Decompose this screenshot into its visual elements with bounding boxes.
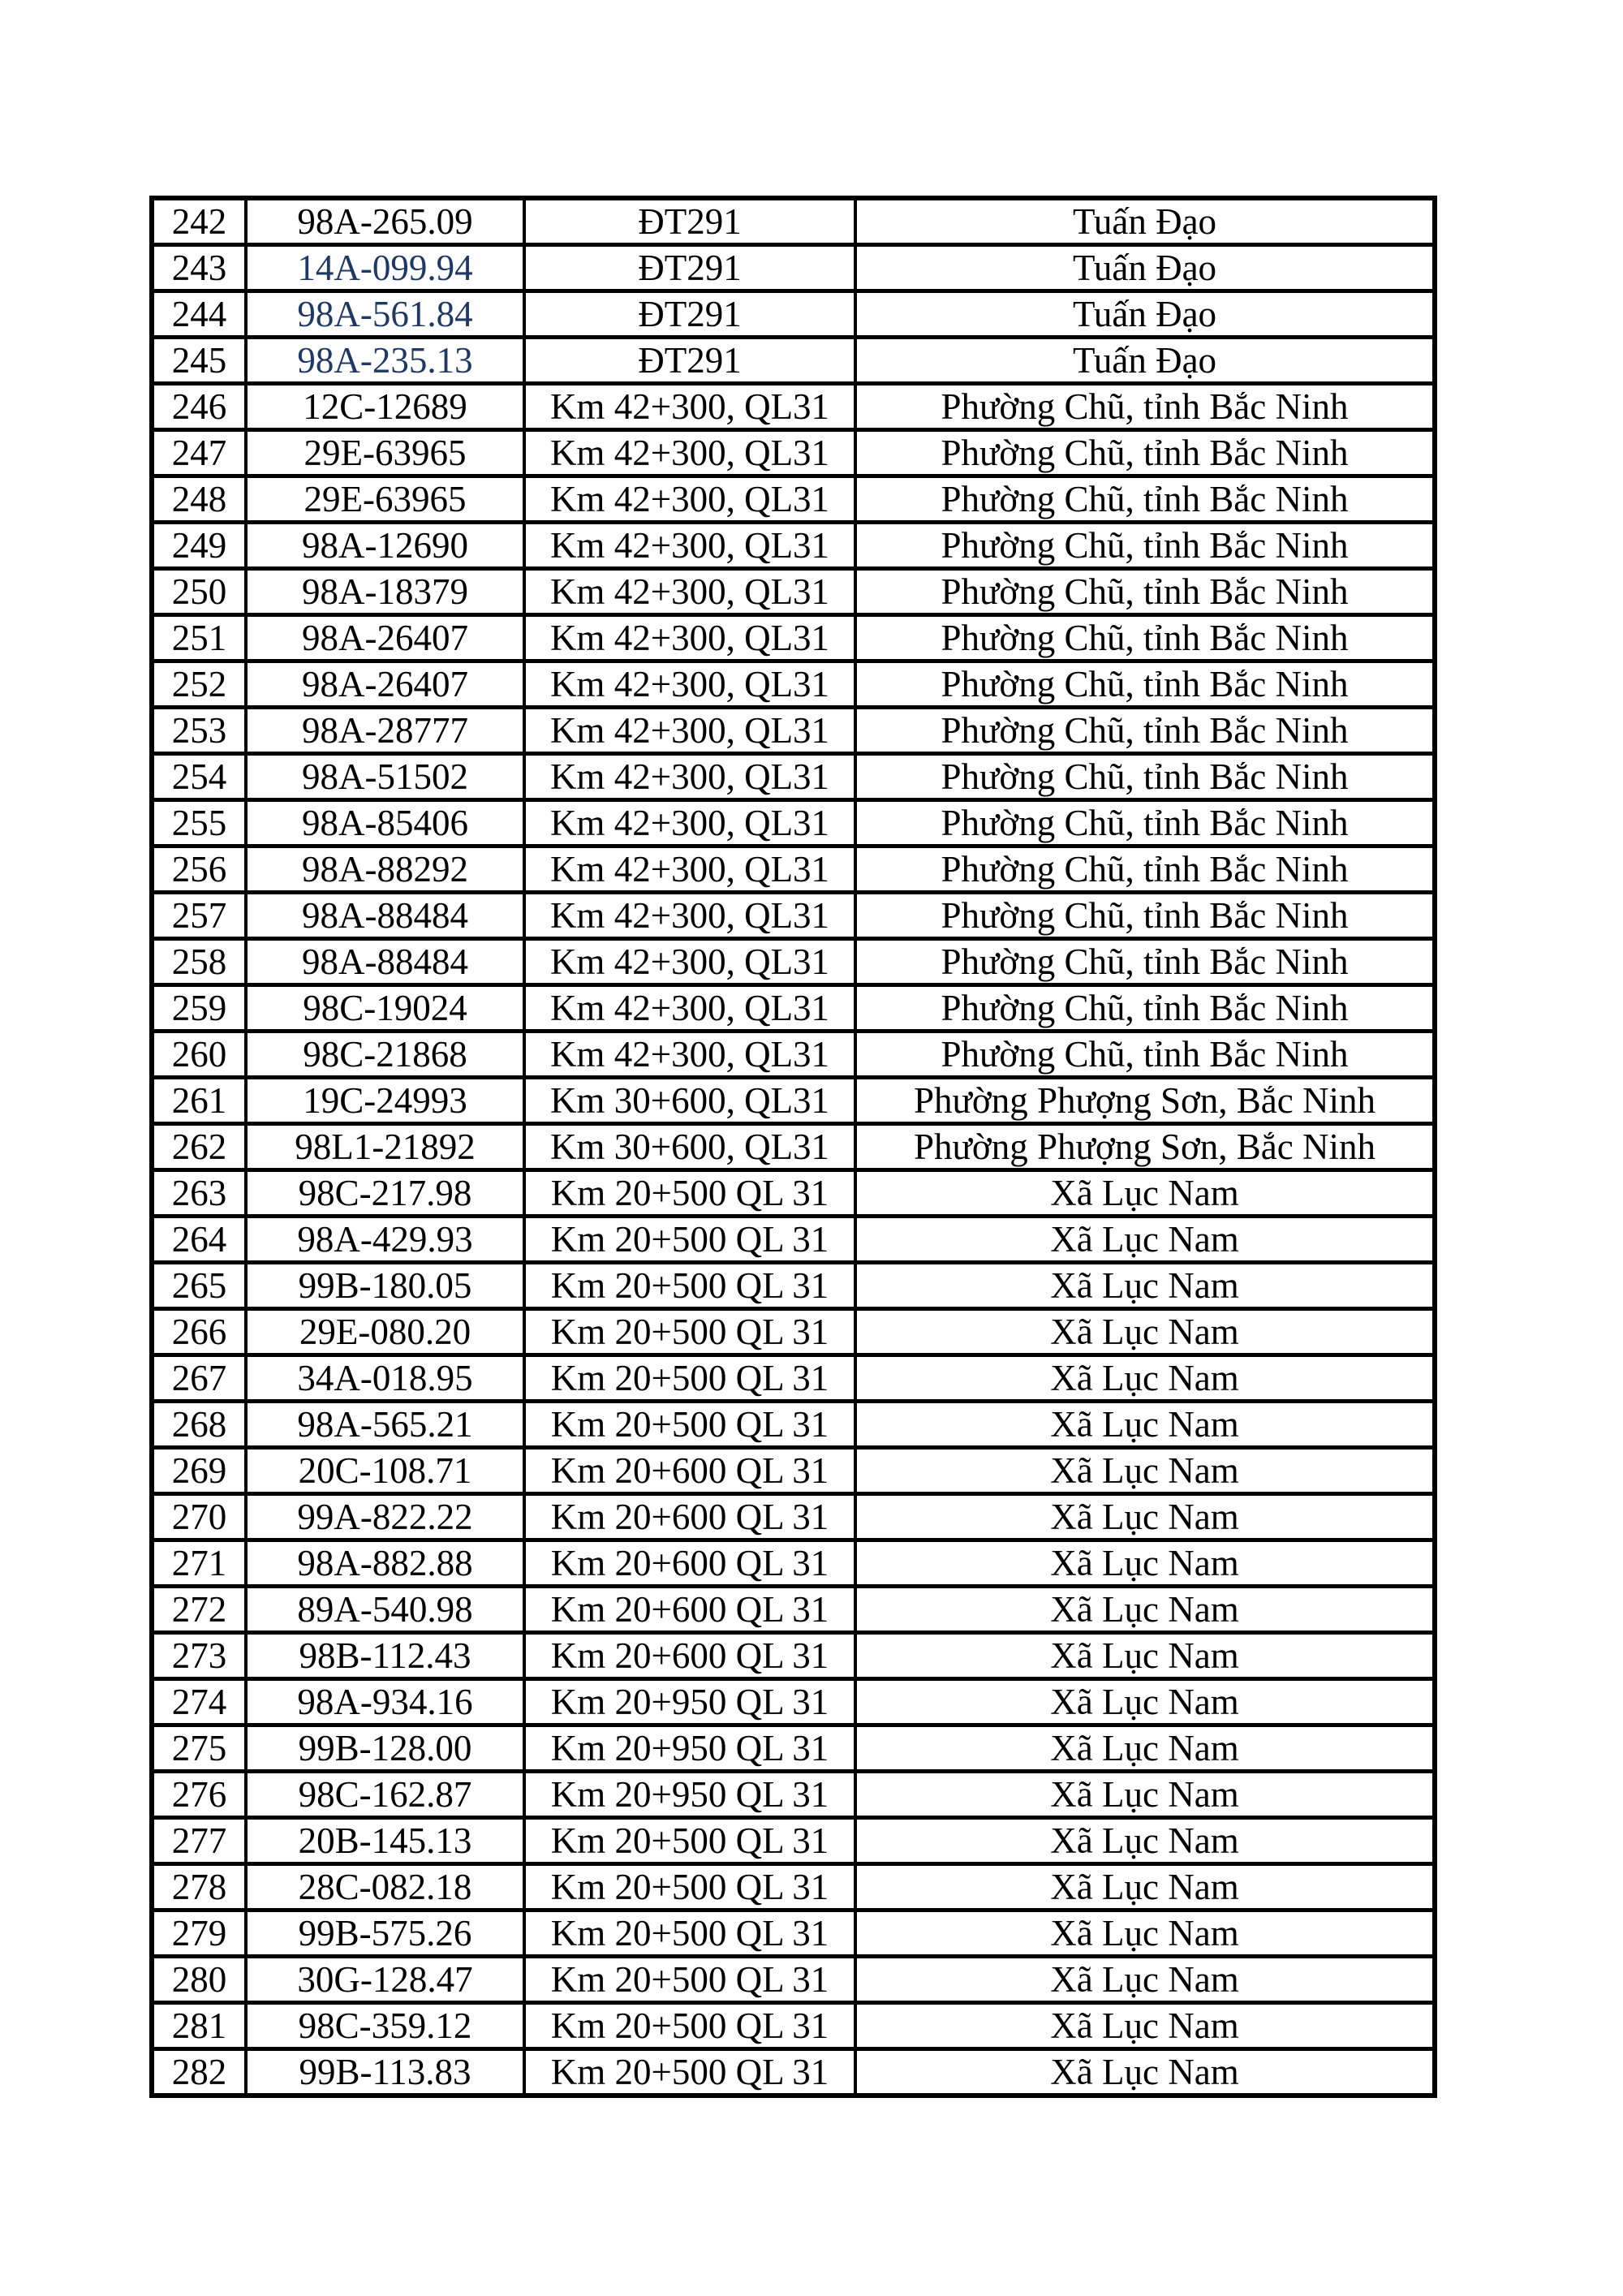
cell-plate: 89A-540.98 bbox=[246, 1587, 524, 1633]
cell-plate: 20C-108.71 bbox=[246, 1448, 524, 1494]
cell-place: Xã Lục Nam bbox=[855, 2049, 1435, 2096]
cell-location: Km 20+950 QL 31 bbox=[524, 1725, 855, 1772]
table-row bbox=[152, 198, 1435, 245]
cell-stt: 277 bbox=[152, 1818, 246, 1864]
cell-plate: 98A-88484 bbox=[246, 939, 524, 985]
cell-plate: 34A-018.95 bbox=[246, 1355, 524, 1402]
table-row bbox=[152, 1355, 1435, 1402]
cell-place: Phường Chũ, tỉnh Bắc Ninh bbox=[855, 754, 1435, 800]
cell-stt: 243 bbox=[152, 245, 246, 291]
cell-stt: 281 bbox=[152, 2003, 246, 2049]
table-row bbox=[152, 1494, 1435, 1540]
cell-place: Xã Lục Nam bbox=[855, 1910, 1435, 1957]
cell-place: Tuấn Đạo bbox=[855, 198, 1435, 245]
cell-stt: 273 bbox=[152, 1633, 246, 1679]
cell-place: Xã Lục Nam bbox=[855, 1263, 1435, 1309]
cell-stt: 247 bbox=[152, 430, 246, 476]
cell-place: Phường Chũ, tỉnh Bắc Ninh bbox=[855, 661, 1435, 708]
cell-place: Xã Lục Nam bbox=[855, 1355, 1435, 1402]
cell-location: Km 30+600, QL31 bbox=[524, 1078, 855, 1124]
cell-location: Km 20+950 QL 31 bbox=[524, 1679, 855, 1725]
cell-stt: 274 bbox=[152, 1679, 246, 1725]
cell-place: Xã Lục Nam bbox=[855, 1818, 1435, 1864]
cell-place: Xã Lục Nam bbox=[855, 1540, 1435, 1587]
cell-location: Km 42+300, QL31 bbox=[524, 384, 855, 430]
cell-place: Xã Lục Nam bbox=[855, 1170, 1435, 1217]
cell-location: ĐT291 bbox=[524, 198, 855, 245]
table-row bbox=[152, 523, 1435, 569]
table-row bbox=[152, 1957, 1435, 2003]
table-row bbox=[152, 661, 1435, 708]
cell-plate: 98C-359.12 bbox=[246, 2003, 524, 2049]
cell-plate: 98C-217.98 bbox=[246, 1170, 524, 1217]
cell-place: Phường Chũ, tỉnh Bắc Ninh bbox=[855, 523, 1435, 569]
cell-location: Km 42+300, QL31 bbox=[524, 985, 855, 1032]
cell-stt: 254 bbox=[152, 754, 246, 800]
cell-location: ĐT291 bbox=[524, 245, 855, 291]
cell-place: Xã Lục Nam bbox=[855, 1725, 1435, 1772]
cell-plate: 99A-822.22 bbox=[246, 1494, 524, 1540]
cell-location: Km 42+300, QL31 bbox=[524, 430, 855, 476]
cell-plate: 98A-18379 bbox=[246, 569, 524, 615]
cell-plate: 98A-265.09 bbox=[246, 198, 524, 245]
table-row bbox=[152, 476, 1435, 523]
cell-stt: 251 bbox=[152, 615, 246, 661]
table-row bbox=[152, 1818, 1435, 1864]
table-row bbox=[152, 615, 1435, 661]
cell-stt: 264 bbox=[152, 1217, 246, 1263]
cell-stt: 246 bbox=[152, 384, 246, 430]
cell-stt: 256 bbox=[152, 846, 246, 893]
cell-stt: 280 bbox=[152, 1957, 246, 2003]
cell-location: Km 42+300, QL31 bbox=[524, 476, 855, 523]
cell-place: Phường Chũ, tỉnh Bắc Ninh bbox=[855, 985, 1435, 1032]
table-row bbox=[152, 1402, 1435, 1448]
cell-place: Xã Lục Nam bbox=[855, 1864, 1435, 1910]
table-row bbox=[152, 1448, 1435, 1494]
cell-place: Xã Lục Nam bbox=[855, 1772, 1435, 1818]
cell-plate: 98A-235.13 bbox=[246, 338, 524, 384]
cell-plate: 98A-28777 bbox=[246, 708, 524, 754]
cell-stt: 245 bbox=[152, 338, 246, 384]
cell-plate: 29E-080.20 bbox=[246, 1309, 524, 1355]
cell-place: Xã Lục Nam bbox=[855, 1957, 1435, 2003]
cell-location: ĐT291 bbox=[524, 291, 855, 338]
cell-place: Xã Lục Nam bbox=[855, 1402, 1435, 1448]
table-row bbox=[152, 1679, 1435, 1725]
table-row bbox=[152, 384, 1435, 430]
cell-plate: 19C-24993 bbox=[246, 1078, 524, 1124]
cell-stt: 276 bbox=[152, 1772, 246, 1818]
table-body bbox=[152, 198, 1435, 2096]
cell-location: Km 20+500 QL 31 bbox=[524, 1355, 855, 1402]
cell-place: Phường Chũ, tỉnh Bắc Ninh bbox=[855, 384, 1435, 430]
cell-stt: 270 bbox=[152, 1494, 246, 1540]
table-row bbox=[152, 1540, 1435, 1587]
cell-location: Km 20+500 QL 31 bbox=[524, 1217, 855, 1263]
cell-plate: 98A-565.21 bbox=[246, 1402, 524, 1448]
table-row bbox=[152, 708, 1435, 754]
cell-stt: 262 bbox=[152, 1124, 246, 1170]
cell-place: Xã Lục Nam bbox=[855, 1217, 1435, 1263]
cell-plate: 99B-128.00 bbox=[246, 1725, 524, 1772]
table-row bbox=[152, 2003, 1435, 2049]
cell-stt: 257 bbox=[152, 893, 246, 939]
table-row bbox=[152, 1124, 1435, 1170]
cell-stt: 278 bbox=[152, 1864, 246, 1910]
cell-location: Km 20+500 QL 31 bbox=[524, 1402, 855, 1448]
cell-place: Phường Chũ, tỉnh Bắc Ninh bbox=[855, 939, 1435, 985]
table-row bbox=[152, 1725, 1435, 1772]
cell-location: Km 20+500 QL 31 bbox=[524, 1957, 855, 2003]
cell-plate: 98A-12690 bbox=[246, 523, 524, 569]
cell-plate: 98A-88292 bbox=[246, 846, 524, 893]
cell-plate: 99B-575.26 bbox=[246, 1910, 524, 1957]
cell-place: Phường Chũ, tỉnh Bắc Ninh bbox=[855, 615, 1435, 661]
cell-stt: 250 bbox=[152, 569, 246, 615]
cell-place: Phường Chũ, tỉnh Bắc Ninh bbox=[855, 430, 1435, 476]
table-row bbox=[152, 1170, 1435, 1217]
table-row bbox=[152, 1864, 1435, 1910]
table-row bbox=[152, 1633, 1435, 1679]
table-row bbox=[152, 338, 1435, 384]
cell-location: Km 42+300, QL31 bbox=[524, 939, 855, 985]
cell-place: Xã Lục Nam bbox=[855, 1679, 1435, 1725]
cell-location: Km 20+500 QL 31 bbox=[524, 1910, 855, 1957]
cell-plate: 98B-112.43 bbox=[246, 1633, 524, 1679]
cell-plate: 29E-63965 bbox=[246, 430, 524, 476]
table-row bbox=[152, 846, 1435, 893]
cell-plate: 98A-26407 bbox=[246, 661, 524, 708]
cell-location: Km 42+300, QL31 bbox=[524, 569, 855, 615]
cell-place: Xã Lục Nam bbox=[855, 2003, 1435, 2049]
table-row bbox=[152, 1309, 1435, 1355]
table-row bbox=[152, 754, 1435, 800]
cell-stt: 279 bbox=[152, 1910, 246, 1957]
table-row bbox=[152, 1772, 1435, 1818]
cell-plate: 29E-63965 bbox=[246, 476, 524, 523]
cell-location: Km 42+300, QL31 bbox=[524, 708, 855, 754]
cell-location: Km 20+500 QL 31 bbox=[524, 1864, 855, 1910]
cell-location: Km 20+500 QL 31 bbox=[524, 1170, 855, 1217]
cell-place: Phường Chũ, tỉnh Bắc Ninh bbox=[855, 476, 1435, 523]
table-row bbox=[152, 1032, 1435, 1078]
table-row bbox=[152, 2049, 1435, 2096]
cell-place: Xã Lục Nam bbox=[855, 1309, 1435, 1355]
cell-stt: 261 bbox=[152, 1078, 246, 1124]
cell-place: Phường Chũ, tỉnh Bắc Ninh bbox=[855, 800, 1435, 846]
cell-location: Km 30+600, QL31 bbox=[524, 1124, 855, 1170]
cell-plate: 98A-934.16 bbox=[246, 1679, 524, 1725]
cell-location: Km 42+300, QL31 bbox=[524, 523, 855, 569]
cell-location: Km 20+500 QL 31 bbox=[524, 2049, 855, 2096]
cell-place: Phường Chũ, tỉnh Bắc Ninh bbox=[855, 569, 1435, 615]
cell-stt: 249 bbox=[152, 523, 246, 569]
table-row bbox=[152, 800, 1435, 846]
cell-location: ĐT291 bbox=[524, 338, 855, 384]
cell-location: Km 42+300, QL31 bbox=[524, 893, 855, 939]
cell-plate: 98A-429.93 bbox=[246, 1217, 524, 1263]
cell-stt: 244 bbox=[152, 291, 246, 338]
table-row bbox=[152, 569, 1435, 615]
cell-plate: 30G-128.47 bbox=[246, 1957, 524, 2003]
cell-stt: 255 bbox=[152, 800, 246, 846]
cell-plate: 99B-113.83 bbox=[246, 2049, 524, 2096]
cell-plate: 14A-099.94 bbox=[246, 245, 524, 291]
cell-stt: 263 bbox=[152, 1170, 246, 1217]
cell-plate: 20B-145.13 bbox=[246, 1818, 524, 1864]
cell-place: Phường Phượng Sơn, Bắc Ninh bbox=[855, 1124, 1435, 1170]
cell-plate: 98A-51502 bbox=[246, 754, 524, 800]
cell-stt: 282 bbox=[152, 2049, 246, 2096]
cell-place: Tuấn Đạo bbox=[855, 245, 1435, 291]
cell-stt: 267 bbox=[152, 1355, 246, 1402]
cell-plate: 12C-12689 bbox=[246, 384, 524, 430]
cell-location: Km 20+500 QL 31 bbox=[524, 1818, 855, 1864]
cell-stt: 258 bbox=[152, 939, 246, 985]
cell-location: Km 42+300, QL31 bbox=[524, 1032, 855, 1078]
cell-plate: 98A-85406 bbox=[246, 800, 524, 846]
cell-location: Km 42+300, QL31 bbox=[524, 754, 855, 800]
cell-stt: 248 bbox=[152, 476, 246, 523]
cell-location: Km 42+300, QL31 bbox=[524, 800, 855, 846]
cell-stt: 260 bbox=[152, 1032, 246, 1078]
table-row bbox=[152, 1910, 1435, 1957]
cell-location: Km 20+600 QL 31 bbox=[524, 1448, 855, 1494]
cell-location: Km 20+950 QL 31 bbox=[524, 1772, 855, 1818]
cell-plate: 98A-26407 bbox=[246, 615, 524, 661]
cell-location: Km 42+300, QL31 bbox=[524, 661, 855, 708]
cell-location: Km 20+500 QL 31 bbox=[524, 1263, 855, 1309]
cell-stt: 242 bbox=[152, 198, 246, 245]
cell-place: Phường Chũ, tỉnh Bắc Ninh bbox=[855, 846, 1435, 893]
cell-plate: 98C-21868 bbox=[246, 1032, 524, 1078]
table-row bbox=[152, 893, 1435, 939]
cell-place: Phường Chũ, tỉnh Bắc Ninh bbox=[855, 893, 1435, 939]
cell-plate: 99B-180.05 bbox=[246, 1263, 524, 1309]
cell-place: Phường Chũ, tỉnh Bắc Ninh bbox=[855, 708, 1435, 754]
cell-stt: 272 bbox=[152, 1587, 246, 1633]
table-row bbox=[152, 1217, 1435, 1263]
cell-plate: 98A-88484 bbox=[246, 893, 524, 939]
cell-location: Km 20+600 QL 31 bbox=[524, 1540, 855, 1587]
cell-stt: 253 bbox=[152, 708, 246, 754]
table-row bbox=[152, 939, 1435, 985]
cell-place: Phường Chũ, tỉnh Bắc Ninh bbox=[855, 1032, 1435, 1078]
cell-location: Km 20+500 QL 31 bbox=[524, 2003, 855, 2049]
cell-location: Km 42+300, QL31 bbox=[524, 615, 855, 661]
cell-stt: 271 bbox=[152, 1540, 246, 1587]
cell-stt: 252 bbox=[152, 661, 246, 708]
cell-stt: 265 bbox=[152, 1263, 246, 1309]
cell-location: Km 20+600 QL 31 bbox=[524, 1633, 855, 1679]
table-row bbox=[152, 1263, 1435, 1309]
cell-place: Tuấn Đạo bbox=[855, 291, 1435, 338]
cell-place: Tuấn Đạo bbox=[855, 338, 1435, 384]
cell-plate: 98A-882.88 bbox=[246, 1540, 524, 1587]
cell-stt: 259 bbox=[152, 985, 246, 1032]
violation-table bbox=[149, 196, 1437, 2098]
cell-stt: 266 bbox=[152, 1309, 246, 1355]
cell-place: Phường Phượng Sơn, Bắc Ninh bbox=[855, 1078, 1435, 1124]
cell-stt: 268 bbox=[152, 1402, 246, 1448]
cell-location: Km 20+600 QL 31 bbox=[524, 1494, 855, 1540]
cell-plate: 98C-162.87 bbox=[246, 1772, 524, 1818]
cell-plate: 28C-082.18 bbox=[246, 1864, 524, 1910]
cell-location: Km 20+500 QL 31 bbox=[524, 1309, 855, 1355]
cell-location: Km 20+600 QL 31 bbox=[524, 1587, 855, 1633]
table-row bbox=[152, 1587, 1435, 1633]
cell-place: Xã Lục Nam bbox=[855, 1494, 1435, 1540]
table-row bbox=[152, 430, 1435, 476]
cell-stt: 275 bbox=[152, 1725, 246, 1772]
cell-plate: 98C-19024 bbox=[246, 985, 524, 1032]
table-row bbox=[152, 1078, 1435, 1124]
table-row bbox=[152, 245, 1435, 291]
cell-plate: 98A-561.84 bbox=[246, 291, 524, 338]
table-row bbox=[152, 291, 1435, 338]
cell-place: Xã Lục Nam bbox=[855, 1587, 1435, 1633]
cell-place: Xã Lục Nam bbox=[855, 1448, 1435, 1494]
cell-plate: 98L1-21892 bbox=[246, 1124, 524, 1170]
cell-place: Xã Lục Nam bbox=[855, 1633, 1435, 1679]
cell-location: Km 42+300, QL31 bbox=[524, 846, 855, 893]
table-row bbox=[152, 985, 1435, 1032]
cell-stt: 269 bbox=[152, 1448, 246, 1494]
